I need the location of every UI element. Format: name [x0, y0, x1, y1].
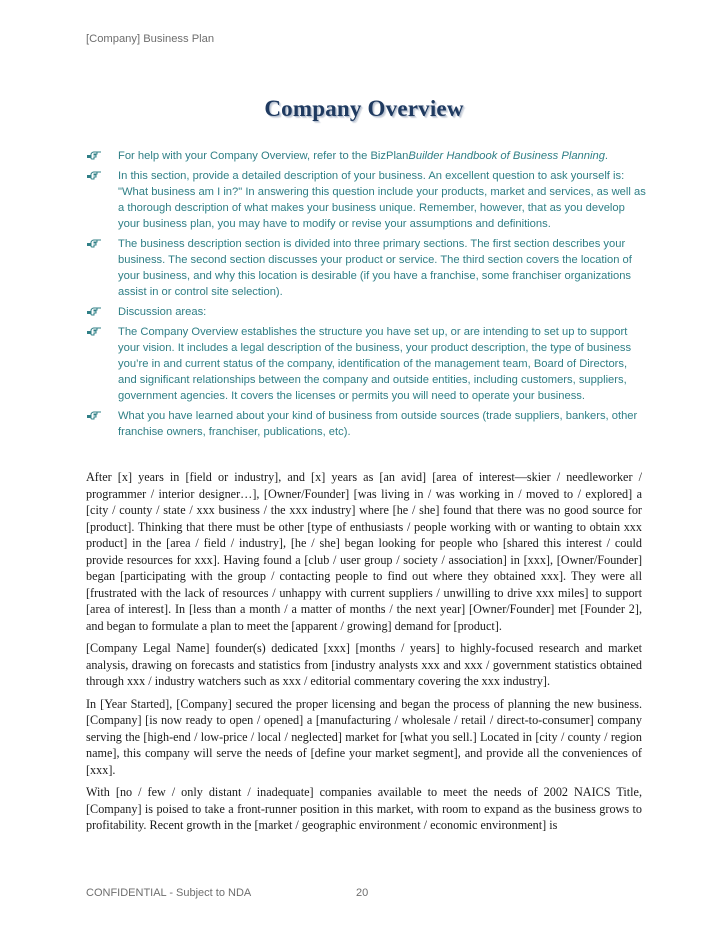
- pointing-hand-icon: [86, 149, 102, 162]
- body-paragraph: [Company Legal Name] founder(s) dedicated [xxx] [months / years] to highly-focused research and market analysis, drawing on forecasts and statistics from [industry analysts xxx and xxx / government statistics obtained through xxx / industry watchers such as xxx / editorial commentary covering the xxx industry].: [86, 641, 642, 688]
- tip-item: [86, 168, 646, 232]
- tip-item: [86, 324, 646, 404]
- tip-text-italic: Builder Handbook of Business Planning: [408, 150, 605, 162]
- tip-text: In this section, provide a detailed description of your business. An excellent question to ask yourself is: "What business am I in?" In answering this question include your products, market and services, as well as a thorough description of what makes your business unique. Remember, however, that as you develop your business plan, you may have to modify or revise your assumptions and definitions.: [118, 170, 646, 230]
- tip-text-before: For help with your Company Overview, refer to the BizPlan: [118, 150, 409, 162]
- pointing-hand-icon: [86, 409, 102, 422]
- body-paragraph: After [x] years in [field or industry], and [x] years as [an avid] [area of interest—skier / needleworker / programmer / interior designer…], [Owner/Founder] [was living in / was working in / moved to / explored] a [city / county / state / xxx business / the xxx industry] where [he / she] found that there was no good source for [product]. Thinking that there must be other [type of enthusiasts / people working with or wanting to obtain xxx product] in the [area / field / industry], [he / she] began looking for people who [shared this interest / could provide resources for xxx]. Having found a [club / user group / society / association] in [xxx], [Owner/Founder] began [participating with the group / contacting people to find out where they obtained xxx]. They were all [frustrated with the lack of resources / unhappy with current suppliers / unwilling to drive xxx miles] to support [area of interest]. In [less than a month / a matter of months / the next year] [Owner/Founder] met [Founder 2], and began to formulate a plan to meet the [apparent / growing] demand for [product].: [86, 470, 642, 633]
- tip-list: [86, 148, 646, 444]
- pointing-hand-icon: [86, 305, 102, 318]
- tip-text: The Company Overview establishes the structure you have set up, or are intending to set up to support your vision. It includes a legal description of the business, your product description, the type of business you’re in and current status of the company, identification of the management team, Board of Directors, and significant relationships between the company and outside entities, including customers, suppliers, government agencies. It covers the licenses or permits you will need to operate your business.: [118, 326, 632, 402]
- tip-item: [86, 304, 646, 320]
- tip-item: [86, 408, 646, 440]
- body-text: [86, 469, 642, 840]
- tip-text: Discussion areas:: [118, 306, 207, 318]
- pointing-hand-icon: [86, 237, 102, 250]
- body-paragraph: With [no / few / only distant / inadequate] companies available to meet the needs of 2002 NAICS Title, [Company] is poised to take a front-runner position in this market, with room to expand as the business grows to profitability. Recent growth in the [market / geographic environment / economic environment] is: [86, 785, 642, 832]
- page-number: 20: [356, 887, 369, 899]
- tip-item: [86, 148, 646, 164]
- footer-confidential: CONFIDENTIAL - Subject to NDA: [86, 887, 252, 899]
- tip-text: The business description section is divided into three primary sections. The first section describes your business. The second section discusses your product or service. The third section covers the location of your business, and why this location is desirable (if you have a franchise, some franchiser organizations assist in or control site selection).: [118, 238, 632, 298]
- body-paragraph: In [Year Started], [Company] secured the proper licensing and began the process of planning the new business. [Company] [is now ready to open / opened] a [manufacturing / wholesale / retail / direct-to-consumer] company serving the [high-end / low-price / local / neglected] market for [what you sell.] Located in [city / county / region name], this company will serve the needs of [define your market segment], and provide all the conveniences of [xxx].: [86, 696, 642, 777]
- page-title: Company Overview: [264, 96, 464, 121]
- page-header: [Company] Business Plan: [86, 33, 215, 45]
- tip-text: What you have learned about your kind of business from outside sources (trade suppliers, bankers, other franchise owners, franchiser, publications, etc).: [118, 410, 638, 438]
- pointing-hand-icon: [86, 169, 102, 182]
- tip-item: [86, 236, 646, 300]
- tip-text-after: .: [604, 150, 609, 162]
- pointing-hand-icon: [86, 325, 102, 338]
